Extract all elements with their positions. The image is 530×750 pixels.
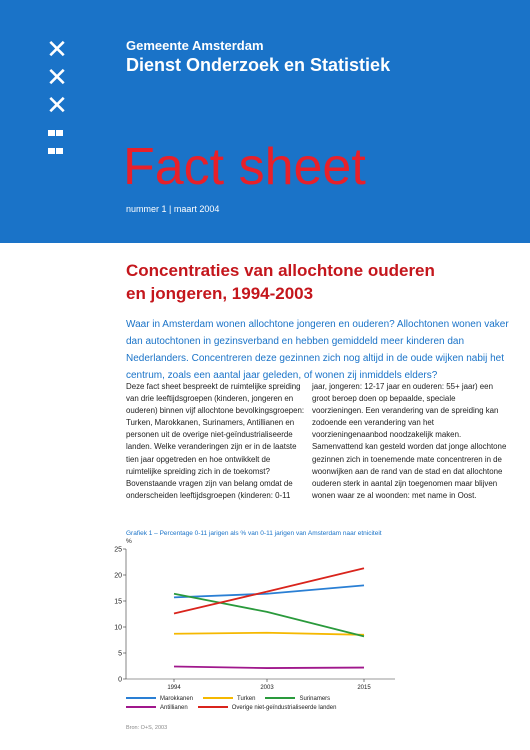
series-line: [174, 568, 364, 613]
series-line: [174, 594, 364, 637]
legend-item: [265, 696, 330, 702]
issue-info: nummer 1 | maart 2004: [126, 204, 220, 214]
x-cross-icon: ✕: [46, 90, 68, 120]
legend-label: Overige niet-geïndustrialiseerde landen: [231, 705, 337, 711]
legend-swatch: [126, 697, 156, 699]
legend-swatch: [265, 697, 295, 699]
x-tick-label: 1994: [167, 685, 181, 691]
body-column-2: jaar, jongeren: 12-17 jaar en ouderen: 55+ jaar) een groot beroep doen op bepaalde, speciale voorzieningen. Een verandering van de spreiding kan zodoende een verandering van het voorzieningenaanbod noodzakelijk maken. Samenvattend kan gesteld worden dat jonge allochtone gezinnen zich in toenemende mate concentreren in de woonwijken aan de rand van de stad en dat allochtone ouderen sterk in aantal zijn toegenomen maar blijven wonen waar ze al woonden: met name in Oost.: [312, 382, 507, 500]
y-tick-label: 5: [118, 650, 122, 658]
legend-swatch: [198, 706, 228, 708]
legend-label: Surinamers: [299, 696, 331, 702]
body-column-1: Deze fact sheet bespreekt de ruimtelijke spreiding van drie leeftijdsgroepen (kinderen, jongeren en ouderen) binnen vijf allochtone bevolkingsgroepen: Turken, Marokkanen, Surinamers, Antillianen en personen uit de overige niet-geïndustrialiseerde landen. Welke veranderingen zijn er in de laatste tien jaar opgetreden en hoe ontwikkelt de ruimtelijke spreiding zich in de toekomst? Bovenstaande vragen zijn van belang omdat de onderscheiden leeftijdsgroepen (kinderen: 0-11: [126, 382, 305, 500]
chart-legend: [126, 696, 396, 714]
y-tick-label: 25: [114, 546, 122, 554]
lead-paragraph: Waar in Amsterdam wonen allochtone jongeren en ouderen? Allochtonen wonen vaker dan autochtonen in gezinsverband en hebben gemiddeld meer kinderen dan Nederlanders. Concentreren deze gezinnen zich nog altijd in de oude wijken nabij het centrum, zoals een aantal jaar geleden, of wonen zij inmiddels elders?: [126, 319, 509, 381]
legend-item: [126, 705, 188, 711]
document-title: Fact sheet: [123, 138, 366, 196]
department-name: Dienst Onderzoek en Statistiek: [126, 55, 391, 75]
line-chart: [0, 540, 530, 695]
y-tick-label: 15: [114, 598, 122, 606]
y-axis-unit: %: [126, 538, 132, 545]
organisation-name: Gemeente Amsterdam: [126, 38, 264, 53]
legend-item: [198, 705, 337, 711]
legend-label: Turken: [237, 696, 256, 702]
legend-label: Antillianen: [160, 705, 188, 711]
legend-label: Marokkanen: [160, 696, 194, 702]
legend-swatch: [203, 697, 233, 699]
x-cross-icon: ✕: [46, 62, 68, 92]
y-tick-label: 20: [114, 572, 122, 580]
x-tick-label: 2003: [260, 685, 274, 691]
article-headline: [126, 259, 506, 305]
headline-line-1: Concentraties van allochtone ouderen: [126, 261, 435, 280]
legend-item: [203, 696, 255, 702]
amsterdam-logo: [44, 34, 70, 161]
series-line: [174, 667, 364, 669]
y-tick-label: 0: [118, 676, 122, 684]
legend-item: [126, 696, 193, 702]
graph-title: Grafiek 1 – Percentage 0-11 jarigen als % van 0-11 jarigen van Amsterdam naar etniciteit: [126, 530, 382, 537]
squares-logo-icon: [48, 125, 66, 161]
series-line: [174, 633, 364, 635]
header-banner: [0, 0, 530, 243]
x-tick-label: 2015: [357, 685, 371, 691]
y-tick-label: 10: [114, 624, 122, 632]
source-note: Bron: O+S, 2003: [126, 725, 168, 731]
headline-line-2: en jongeren, 1994-2003: [126, 284, 314, 303]
legend-swatch: [126, 706, 156, 708]
x-cross-icon: ✕: [46, 34, 68, 64]
